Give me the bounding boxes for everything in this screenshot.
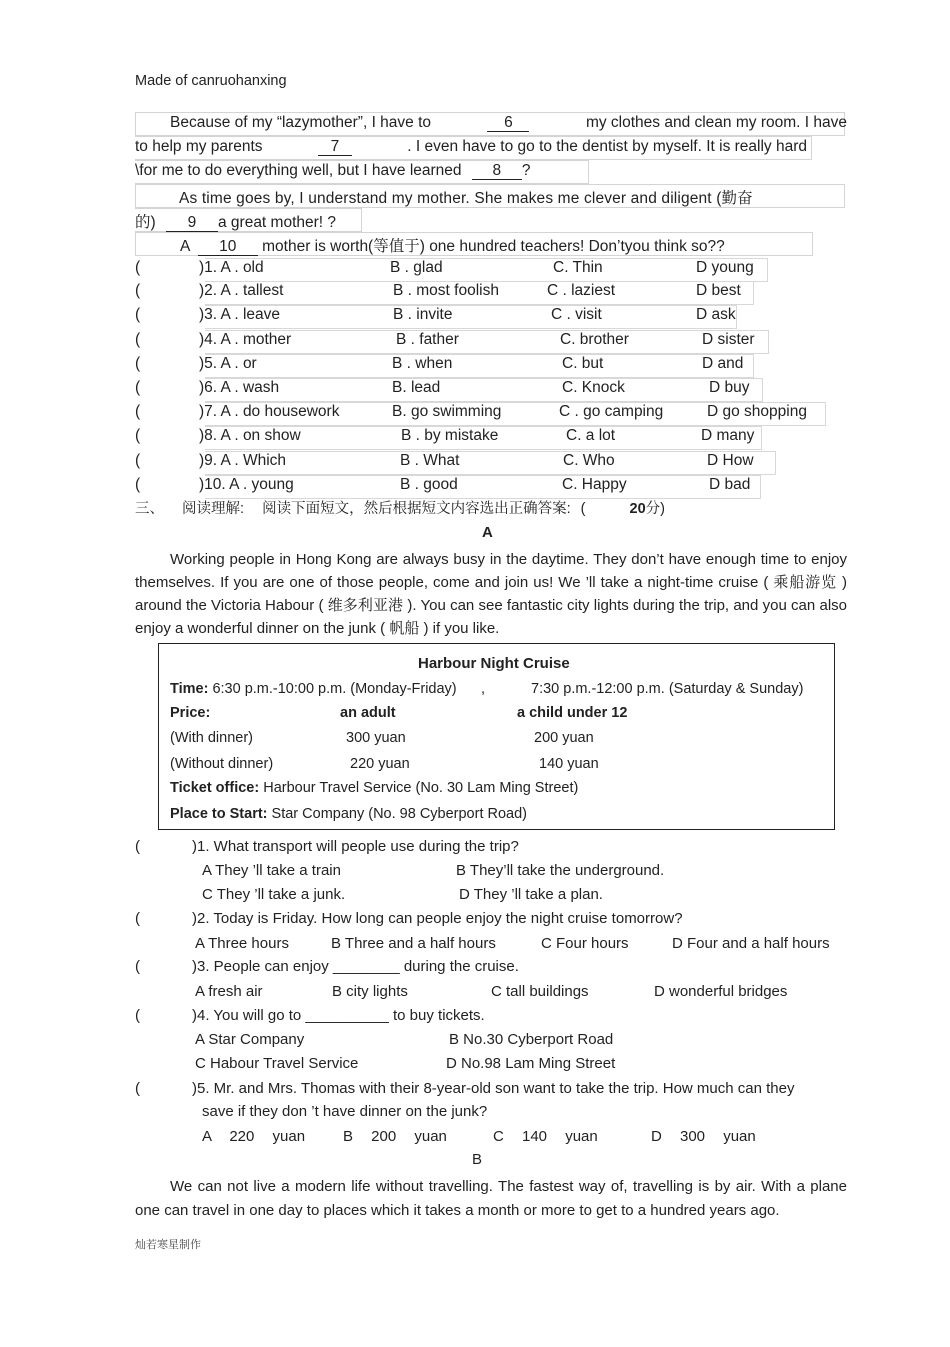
col-child: a child under 12	[517, 705, 628, 721]
question-option-d: D ask	[696, 306, 736, 323]
cloze-text: to help my parents	[135, 138, 263, 155]
rq4-option-c: C Habour Travel Service	[195, 1055, 359, 1072]
question-option-c: C . go camping	[559, 403, 664, 420]
rq1-stem: )1. What transport will people use during the trip?	[192, 838, 519, 855]
section-instruction: 阅读下面短文，然后根据短文内容选出正确答案:	[262, 501, 571, 517]
cloze-line-4: As time goes by, I understand my mother. She makes me clever and diligent (勤奋	[179, 190, 753, 207]
passage-a-text: Working people in Hong Kong are always busy in the daytime. They don’t have enough time to enjoy themselves. If you are one of those people, come and join us! We ’ll take a night-time cruise ( 乘船游览 ) around the Victoria Habour ( 维多利亚港 ). You can see fantastic city lights during the trip, and you can also enjoy a wonderful dinner on the junk ( 帆船 ) if you like.	[135, 551, 847, 637]
row-with-dinner-child: 200 yuan	[534, 730, 594, 746]
rq3-paren: (	[135, 958, 140, 975]
answer-paren: (	[135, 259, 141, 276]
question-option-a: )9. A . Which	[199, 452, 287, 469]
rq3-option-a: A fresh air	[195, 983, 263, 1000]
rq5-stem: )5. Mr. and Mrs. Thomas with their 8-year-old son want to take the trip. How much can they	[192, 1080, 795, 1097]
rq4-option-b: B No.30 Cyberport Road	[449, 1031, 614, 1048]
rq1-option-b: B They’ll take the underground.	[456, 862, 665, 879]
time-row	[170, 681, 457, 697]
question-option-a: )6. A . wash	[199, 379, 280, 396]
blank-6: 6	[487, 114, 529, 132]
rq2-option-a: A Three hours	[195, 935, 289, 952]
question-option-a: )10. A . young	[199, 476, 294, 493]
cloze-text: . I even have to go to the dentist by myself. It is really hard	[407, 138, 807, 155]
col-adult: an adult	[340, 705, 396, 721]
rq5-stem-2: save if they don ’t have dinner on the junk?	[202, 1103, 488, 1120]
cloze-text: \for me to do everything well, but I have learned	[135, 162, 462, 179]
rq5-option-d: D 300 yuan	[651, 1128, 756, 1145]
question-option-b: B . glad	[390, 259, 443, 276]
passage-b-text: We can not live a modern life without travelling. The fastest way of, travelling is by air. With a plane one can travel in one day to places which it takes a month or more to get to a hundred years ago.	[135, 1178, 847, 1219]
page-footer: 灿若寒星制作	[135, 1239, 201, 1251]
rq2-option-b: B Three and a half hours	[331, 935, 496, 952]
cloze-line-2	[135, 138, 807, 156]
question-option-a: )3. A . leave	[199, 306, 280, 323]
rq5-option-b: B 200 yuan	[343, 1128, 447, 1145]
rq5-option-c: C 140 yuan	[493, 1128, 598, 1145]
question-option-b: B . father	[396, 331, 459, 348]
question-option-c: C. but	[562, 355, 604, 372]
question-option-c: C. Knock	[562, 379, 625, 396]
cloze-line-1	[135, 114, 847, 132]
rq1-paren: (	[135, 838, 140, 855]
question-option-d: D and	[702, 355, 744, 372]
answer-paren: (	[135, 355, 141, 372]
rq4-stem: )4. You will go to __________ to buy tickets.	[192, 1007, 485, 1024]
answer-paren: (	[135, 282, 141, 299]
time-label: Time:	[170, 681, 209, 697]
box-title: Harbour Night Cruise	[418, 655, 570, 672]
cloze-line-3	[135, 162, 530, 180]
question-option-b: B . invite	[393, 306, 453, 323]
section-title: 阅读理解:	[182, 501, 245, 517]
question-option-d: D many	[701, 427, 755, 444]
question-option-c: C. brother	[560, 331, 629, 348]
cruise-info-box	[158, 643, 835, 830]
cloze-question-row	[135, 331, 855, 353]
question-option-c: C. a lot	[566, 427, 616, 444]
row-with-dinner-adult: 300 yuan	[346, 730, 406, 746]
cloze-question-row	[135, 379, 855, 401]
page-header: Made of canruohanxing	[135, 73, 287, 89]
question-option-b: B . What	[400, 452, 460, 469]
question-option-c: C. Who	[563, 452, 615, 469]
ticket-office-value: Harbour Travel Service (No. 30 Lam Ming Street)	[263, 780, 579, 796]
question-option-c: C. Thin	[553, 259, 603, 276]
row-without-dinner-label: (Without dinner)	[170, 756, 274, 772]
place-to-start-row	[170, 806, 527, 822]
ticket-office-row	[170, 780, 578, 796]
cloze-text: my clothes and clean my room. I have	[585, 114, 847, 131]
cloze-question-row	[135, 403, 855, 425]
time-weekday: 6:30 p.m.-10:00 p.m. (Monday-Friday)	[212, 681, 457, 697]
blank-10: 10	[198, 238, 258, 256]
rq4-option-a: A Star Company	[195, 1031, 305, 1048]
cloze-text: ?	[521, 162, 531, 179]
answer-paren: (	[135, 379, 141, 396]
cloze-question-row	[135, 306, 855, 328]
question-option-a: )2. A . tallest	[199, 282, 284, 299]
answer-paren: (	[135, 476, 141, 493]
rq5-option-a: A 220 yuan	[202, 1128, 306, 1145]
question-option-c: C. Happy	[562, 476, 627, 493]
question-option-d: D buy	[709, 379, 750, 396]
question-option-c: C . visit	[551, 306, 602, 323]
time-weekend: 7:30 p.m.-12:00 p.m. (Saturday & Sunday)	[531, 681, 804, 697]
question-option-d: D best	[696, 282, 741, 299]
cloze-text: 的)	[135, 214, 156, 231]
cloze-question-row	[135, 282, 855, 304]
ticket-office-label: Ticket office:	[170, 780, 260, 796]
question-option-a: )1. A . old	[199, 259, 264, 276]
blank-8: 8	[472, 162, 522, 180]
section-points-unit: 分)	[645, 501, 666, 517]
question-option-c: C . laziest	[547, 282, 616, 299]
section-number: 三、	[135, 501, 164, 517]
cloze-text: Because of my “lazymother”, I have to	[170, 114, 432, 131]
cloze-text: A	[180, 238, 190, 255]
section-points: 20	[629, 501, 646, 517]
question-option-d: D go shopping	[707, 403, 807, 420]
cloze-text: a great mother! ?	[217, 214, 337, 231]
cloze-text: mother is worth(等值于) one hundred teachers! Don’tyou think so??	[262, 238, 725, 255]
question-option-a: )7. A . do housework	[199, 403, 340, 420]
rq5-paren: (	[135, 1080, 140, 1097]
answer-paren: (	[135, 331, 141, 348]
place-to-start-label: Place to Start:	[170, 806, 268, 822]
question-option-b: B . when	[392, 355, 453, 372]
row-without-dinner-adult: 220 yuan	[350, 756, 410, 772]
rq3-option-c: C tall buildings	[491, 983, 589, 1000]
cloze-question-row	[135, 355, 855, 377]
time-sep: ,	[481, 681, 486, 697]
question-option-d: D sister	[702, 331, 755, 348]
section-3-heading	[135, 497, 665, 518]
row-with-dinner-label: (With dinner)	[170, 730, 253, 746]
rq2-option-d: D Four and a half hours	[672, 935, 830, 952]
answer-paren: (	[135, 306, 141, 323]
blank-7: 7	[318, 138, 352, 156]
question-option-b: B . by mistake	[401, 427, 499, 444]
question-option-d: D bad	[709, 476, 751, 493]
cloze-line-6	[180, 234, 725, 256]
answer-paren: (	[135, 403, 141, 420]
section-points-paren: (	[580, 501, 586, 517]
rq1-option-d: D They ’ll take a plan.	[459, 886, 603, 903]
question-option-b: B. lead	[392, 379, 441, 396]
rq2-paren: (	[135, 910, 140, 927]
question-option-d: D How	[707, 452, 754, 469]
question-option-a: )8. A . on show	[199, 427, 301, 444]
rq3-stem: )3. People can enjoy ________ during the cruise.	[192, 958, 519, 975]
blank-9: 9	[166, 214, 218, 232]
rq3-option-b: B city lights	[332, 983, 408, 1000]
cloze-question-row	[135, 427, 855, 449]
rq1-option-a: A They ’ll take a train	[202, 862, 341, 879]
answer-paren: (	[135, 427, 141, 444]
passage-b-label: B	[472, 1151, 483, 1168]
question-option-a: )5. A . or	[199, 355, 257, 372]
rq1-option-c: C They ’ll take a junk.	[202, 886, 346, 903]
place-to-start-value: Star Company (No. 98 Cyberport Road)	[271, 806, 528, 822]
rq3-option-d: D wonderful bridges	[654, 983, 788, 1000]
cloze-question-row	[135, 476, 855, 498]
question-option-d: D young	[696, 259, 754, 276]
cloze-question-row	[135, 259, 855, 281]
rq2-stem: )2. Today is Friday. How long can people enjoy the night cruise tomorrow?	[192, 910, 683, 927]
question-option-b: B . good	[400, 476, 458, 493]
price-label: Price:	[170, 705, 211, 721]
question-option-b: B . most foolish	[393, 282, 499, 299]
cloze-question-row	[135, 452, 855, 474]
cloze-line-5	[135, 210, 336, 232]
rq4-option-d: D No.98 Lam Ming Street	[446, 1055, 616, 1072]
rq4-paren: (	[135, 1007, 140, 1024]
passage-a-label: A	[482, 524, 493, 541]
question-option-b: B. go swimming	[392, 403, 502, 420]
question-option-a: )4. A . mother	[199, 331, 292, 348]
rq2-option-c: C Four hours	[541, 935, 629, 952]
answer-paren: (	[135, 452, 141, 469]
row-without-dinner-child: 140 yuan	[539, 756, 599, 772]
